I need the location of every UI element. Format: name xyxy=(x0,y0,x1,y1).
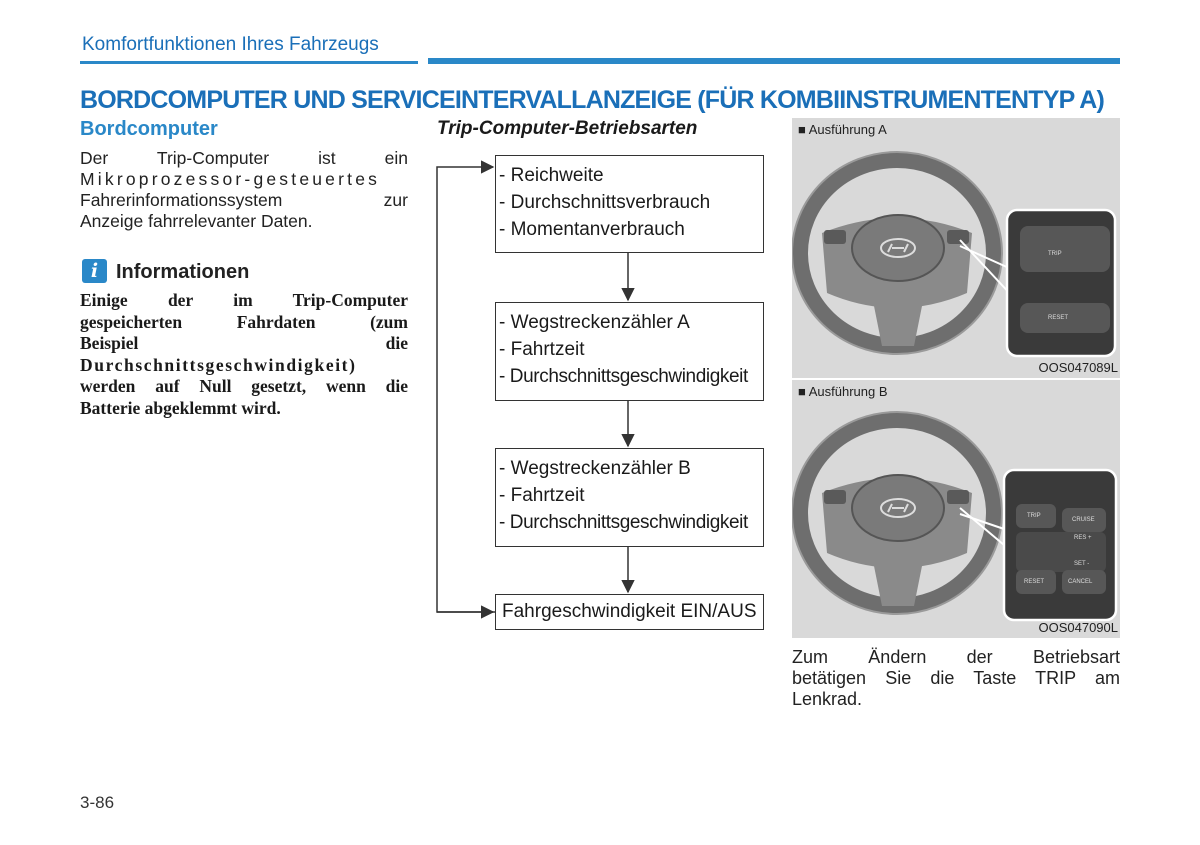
caption-line: Lenkrad. xyxy=(792,689,863,709)
flow-item: - Wegstreckenzähler B xyxy=(499,458,691,479)
flow-box-4 xyxy=(495,594,764,630)
figure-code-b: OOS047090L xyxy=(1038,620,1118,635)
flow-item: - Wegstreckenzähler A xyxy=(499,312,690,333)
flow-item: - Durchschnittsgeschwindigkeit xyxy=(499,512,748,533)
figure-label-a: ■ Ausführung A xyxy=(798,122,887,137)
reset-button-label: RESET xyxy=(1048,315,1069,321)
figure-caption xyxy=(792,647,1120,710)
info-line: Beispiel die xyxy=(80,333,408,353)
flow-item: - Reichweite xyxy=(499,165,604,186)
trip-button-label: TRIP xyxy=(1027,513,1041,519)
cruise-button-label: CRUISE xyxy=(1072,517,1095,523)
body-line: Fahrerinformationssystem zur xyxy=(80,190,408,210)
flow-item: - Fahrtzeit xyxy=(499,339,585,360)
info-title: Informationen xyxy=(116,261,250,283)
res-button-label: RES + xyxy=(1074,535,1092,541)
page-number: 3-86 xyxy=(80,793,115,812)
set-button-label: SET - xyxy=(1074,561,1090,567)
info-line: Durchschnittsgeschwindigkeit) xyxy=(80,354,357,375)
steering-wheel-figure-a xyxy=(792,118,1120,378)
flow-item: - Fahrtzeit xyxy=(499,485,585,506)
body-line: Anzeige fahrrelevanter Daten. xyxy=(80,211,313,231)
flow-box-2 xyxy=(495,302,764,401)
diagram-title: Trip-Computer-Betriebsarten xyxy=(437,118,698,139)
flow-item: - Momentanverbrauch xyxy=(499,219,685,240)
flow-item: - Durchschnittsverbrauch xyxy=(499,192,711,213)
page-title: BORDCOMPUTER UND SERVICEINTERVALLANZEIGE (FÜR KOMBIINSTRUMENTENTYP A) xyxy=(80,86,1104,114)
body-line: Mikroprozessor-gesteuertes xyxy=(80,169,381,189)
flow-loop-arrow xyxy=(437,167,495,612)
reset-button-label: RESET xyxy=(1024,579,1045,585)
steering-wheel-illustration-a xyxy=(792,118,1120,378)
trip-button-label: TRIP xyxy=(1048,251,1062,257)
caption-line: betätigen Sie die Taste TRIP am xyxy=(792,668,1120,688)
info-line: gespeicherten Fahrdaten (zum xyxy=(80,311,408,332)
flow-box-1 xyxy=(495,155,764,253)
flow-box-3 xyxy=(495,448,764,547)
figure-code-a: OOS047089L xyxy=(1038,360,1118,375)
cancel-button-label: CANCEL xyxy=(1068,579,1093,585)
caption-line: Zum Ändern der Betriebsart xyxy=(792,647,1120,667)
info-line: Batterie abgeklemmt wird. xyxy=(80,397,281,418)
body-line: Der Trip-Computer ist ein xyxy=(80,148,408,168)
figure-label-b: ■ Ausführung B xyxy=(798,384,888,399)
info-icon: i xyxy=(82,259,107,283)
steering-wheel-figure-b xyxy=(792,380,1120,638)
info-line: Einige der im Trip-Computer xyxy=(80,290,408,310)
section-title: Bordcomputer xyxy=(80,118,218,140)
chapter-header: Komfortfunktionen Ihres Fahrzeugs xyxy=(82,34,379,55)
info-line: werden auf Null gesetzt, wenn die xyxy=(80,376,408,396)
flow-item: - Durchschnittsgeschwindigkeit xyxy=(499,366,748,387)
flow-item: Fahrgeschwindigkeit EIN/AUS xyxy=(502,601,757,622)
steering-wheel-illustration-b xyxy=(792,380,1120,638)
